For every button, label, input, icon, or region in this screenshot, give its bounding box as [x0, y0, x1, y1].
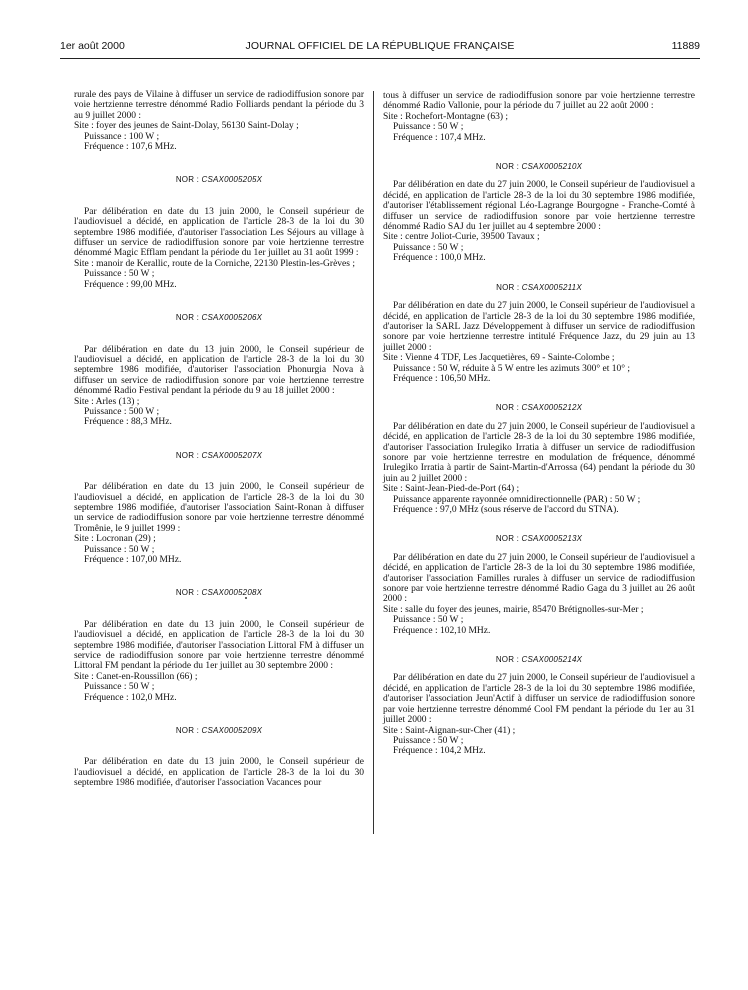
nor-label: NOR : — [175, 313, 200, 323]
power-line: Puissance : 50 W ; — [393, 615, 464, 626]
power-line: Puissance : 50 W ; — [393, 735, 464, 746]
nor-code: CSAX0005209X — [201, 726, 263, 736]
frequency-line: Fréquence : 100,0 MHz. — [393, 253, 486, 264]
site-line: Site : Canet-en-Roussillon (66) ; — [74, 671, 198, 682]
site-line: Site : Rochefort-Montagne (63) ; — [383, 111, 509, 122]
nor-reference — [383, 403, 695, 413]
decision-paragraph: Par délibération en date du 27 juin 2000, le Conseil supérieur de l'audiovisuel a décidé, en application de l'article 28-3 de la loi du 30 septembre 1986 modifiée, d'autoriser l'association Irulegiko Irratia à diffuser un service de radiodiffusion sonore par voie hertzienne terrestre en modulation de fréquence, dénommé Irulegiko Irratia à partir de Saint-Martin-d'Arrossa (64) pendant la période du 30 juin au 2 juillet 2000 : — [383, 421, 695, 484]
nor-label: NOR : — [175, 450, 200, 460]
decision-paragraph: Par délibération en date du 27 juin 2000, le Conseil supérieur de l'audiovisuel a décidé, en application de l'article 28-3 de la loi du 30 septembre 1986 modifiée, d'autoriser l'association Familles rurales à diffuser un service de radiodiffusion sonore par voie hertzienne terrestre dénommé Radio Gaga du 3 juillet au 26 août 2000 : — [383, 552, 695, 605]
right-column — [383, 91, 695, 757]
power-line: Puissance apparente rayonnée omnidirectionnelle (PAR) : 50 W ; — [393, 494, 641, 505]
frequency-line: Fréquence : 99,00 MHz. — [84, 279, 177, 290]
frequency-line: Fréquence : 97,0 MHz (sous réserve de l'accord du STNA). — [393, 505, 619, 515]
nor-label: NOR : — [175, 726, 200, 736]
nor-reference — [74, 588, 364, 598]
decision-paragraph: Par délibération en date du 27 juin 2000, le Conseil supérieur de l'audiovisuel a décidé, en application de l'article 28-3 de la loi du 30 septembre 1986 modifiée, d'autoriser l'établissement régional Léo-Lagrange Bourgogne - Franche-Comté à diffuser un service de radiodiffusion sonore par voie hertzienne terrestre dénommé Radio SAJ du 1er juillet au 4 septembre 2000 : — [383, 180, 695, 233]
frequency-line: Fréquence : 104,2 MHz. — [393, 746, 486, 757]
continued-paragraph: rurale des pays de Vilaine à diffuser un service de radiodiffusion sonore par voie hertzienne terrestre dénommé Radio Folliards pendant la période du 3 au 9 juillet 2000 : — [74, 90, 364, 121]
nor-label: NOR : — [175, 175, 200, 185]
nor-code: CSAX0005207X — [201, 450, 263, 460]
nor-code: CSAX0005210X — [521, 162, 583, 172]
power-line: Puissance : 100 W ; — [84, 131, 160, 142]
nor-code: CSAX0005213X — [521, 534, 583, 544]
nor-code: CSAX0005212X — [521, 403, 583, 413]
site-line: Site : Vienne 4 TDF, Les Jacquetières, 69 - Sainte-Colombe ; — [383, 353, 615, 364]
site-line: Site : salle du foyer des jeunes, mairie, 85470 Brétignolles-sur-Mer ; — [383, 604, 644, 615]
power-line: Puissance : 50 W, réduite à 5 W entre les azimuts 300° et 10° ; — [393, 363, 631, 374]
site-line: Site : Arles (13) ; — [74, 396, 140, 407]
nor-reference — [74, 726, 364, 736]
site-line: Site : manoir de Kerallic, route de la Corniche, 22130 Plestin-les-Grèves ; — [74, 258, 355, 269]
nor-code: CSAX0005214X — [521, 655, 583, 665]
site-line: Site : Locronan (29) ; — [74, 534, 156, 545]
page-number: 11889 — [671, 40, 700, 52]
issue-date: 1er août 2000 — [60, 40, 125, 52]
nor-code: CSAX0005205X — [201, 175, 263, 185]
decision-paragraph: Par délibération en date du 27 juin 2000, le Conseil supérieur de l'audiovisuel a décidé, en application de l'article 28-3 de la loi du 30 septembre 1986 modifiée, d'autoriser l'association Jeun'Actif à diffuser un service de radiodiffusion sonore par voie hertzienne terrestre dénommé Cool FM pendant la période du 1er au 31 juillet 2000 : — [383, 673, 695, 726]
frequency-line: Fréquence : 102,0 MHz. — [84, 692, 177, 703]
power-line: Puissance : 50 W ; — [84, 544, 155, 555]
nor-reference — [383, 283, 695, 293]
nor-label: NOR : — [495, 403, 520, 413]
decision-paragraph: Par délibération en date du 27 juin 2000, le Conseil supérieur de l'audiovisuel a décidé, en application de l'article 28-3 de la loi du 30 septembre 1986 modifiée, d'autoriser la SARL Jazz Développement à diffuser un service de radiodiffusion sonore par voie hertzienne terrestre intitulé Fréquence Jazz, du 29 juin au 13 juillet 2000 : — [383, 301, 695, 353]
site-line: Site : centre Joliot-Curie, 39500 Tavaux ; — [383, 232, 540, 243]
decision-paragraph: Par délibération en date du 13 juin 2000, le Conseil supérieur de l'audiovisuel a décidé, en application de l'article 28-3 de la loi du 30 septembre 1986 modifiée, d'autoriser l'association Phonurgia Nova à diffuser un service de radiodiffusion sonore par voie hertzienne terrestre dénommé Radio Festival pendant la période du 9 au 18 juillet 2000 : — [74, 344, 364, 397]
print-speck — [245, 597, 247, 599]
nor-code: CSAX0005208X — [201, 588, 263, 598]
continued-paragraph: tous à diffuser un service de radiodiffusion sonore par voie hertzienne terrestre dénommé Radio Vallonie, pour la période du 7 juillet au 22 août 2000 : — [383, 91, 695, 112]
nor-label: NOR : — [495, 162, 520, 172]
power-line: Puissance : 500 W ; — [84, 406, 160, 417]
left-column — [74, 90, 364, 789]
decision-paragraph: Par délibération en date du 13 juin 2000, le Conseil supérieur de l'audiovisuel a décidé, en application de l'article 28-3 de la loi du 30 septembre 1986 modifiée, d'autoriser l'association Les Séjours au village à diffuser un service de radiodiffusion sonore par voie hertzienne terrestre dénommé Magic Efflam pendant la période du 1er juillet au 31 août 1999 : — [74, 206, 364, 259]
nor-reference — [74, 175, 364, 185]
power-line: Puissance : 50 W ; — [393, 122, 464, 133]
nor-code: CSAX0005211X — [521, 282, 582, 292]
power-line: Puissance : 50 W ; — [84, 682, 155, 693]
decision-paragraph: Par délibération en date du 13 juin 2000, le Conseil supérieur de l'audiovisuel a décidé, en application de l'article 28-3 de la loi du 30 septembre 1986 modifiée, d'autoriser l'association Littoral FM à diffuser un service de radiodiffusion sonore par voie hertzienne terrestre dénommé Littoral FM pendant la période du 1er juillet au 30 septembre 2000 : — [74, 619, 364, 672]
decision-paragraph: Par délibération en date du 13 juin 2000, le Conseil supérieur de l'audiovisuel a décidé, en application de l'article 28-3 de la loi du 30 septembre 1986 modifiée, d'autoriser l'association Saint-Ronan à diffuser un service de radiodiffusion sonore par voie hertzienne terrestre dénommé Tromênie, le 9 juillet 1999 : — [74, 482, 364, 534]
power-line: Puissance : 50 W ; — [393, 242, 464, 253]
nor-label: NOR : — [495, 534, 520, 544]
frequency-line: Fréquence : 88,3 MHz. — [84, 417, 172, 428]
nor-reference — [383, 534, 695, 544]
page-header — [60, 40, 700, 54]
power-line: Puissance : 50 W ; — [84, 269, 155, 280]
frequency-line: Fréquence : 106,50 MHz. — [393, 373, 491, 384]
nor-reference — [383, 655, 695, 665]
frequency-line: Fréquence : 102,10 MHz. — [393, 625, 491, 636]
nor-reference — [383, 162, 695, 172]
nor-label: NOR : — [175, 588, 200, 598]
decision-paragraph: Par délibération en date du 13 juin 2000, le Conseil supérieur de l'audiovisuel a décidé, en application de l'article 28-3 de la loi du 30 septembre 1986 modifiée, d'autoriser l'association Vacances pour — [74, 757, 364, 789]
frequency-line: Fréquence : 107,4 MHz. — [393, 132, 486, 143]
column-divider — [373, 91, 374, 834]
journal-title: JOURNAL OFFICIEL DE LA RÉPUBLIQUE FRANÇAISE — [245, 40, 515, 52]
frequency-line: Fréquence : 107,00 MHz. — [84, 555, 182, 565]
site-line: Site : Saint-Aignan-sur-Cher (41) ; — [383, 725, 516, 736]
header-rule — [60, 58, 700, 59]
nor-label: NOR : — [495, 655, 520, 665]
nor-reference — [74, 313, 364, 323]
nor-label: NOR : — [496, 282, 520, 292]
site-line: Site : Saint-Jean-Pied-de-Port (64) ; — [383, 484, 520, 495]
nor-code: CSAX0005206X — [201, 313, 263, 323]
site-line: Site : foyer des jeunes de Saint-Dolay, 56130 Saint-Dolay ; — [74, 121, 299, 132]
frequency-line: Fréquence : 107,6 MHz. — [84, 142, 177, 153]
nor-reference — [74, 451, 364, 461]
